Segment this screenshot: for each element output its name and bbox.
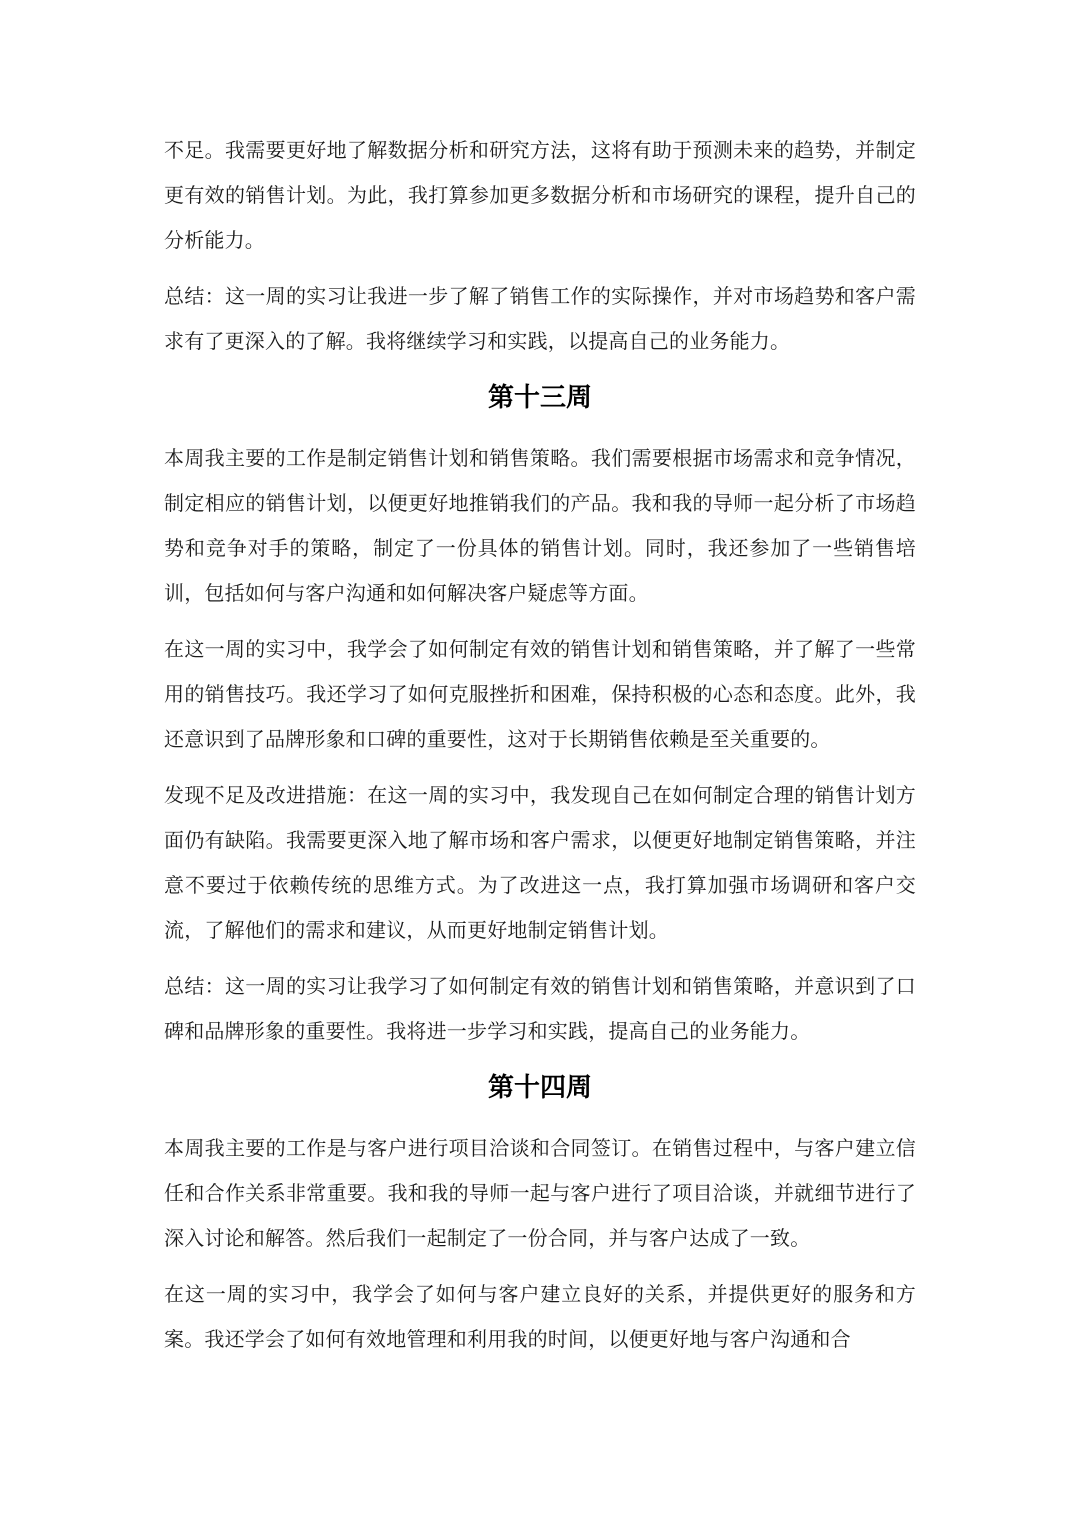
week13-paragraph-2: 在这一周的实习中，我学会了如何制定有效的销售计划和销售策略，并了解了一些常用的销售技巧。我还学习了如何克服挫折和困难，保持积极的心态和态度。此外，我还意识到了品牌形象和口碑的重要性，这对于长期销售依赖是至关重要的。 [164, 637, 916, 751]
week14-paragraph-2: 在这一周的实习中，我学会了如何与客户建立良好的关系，并提供更好的服务和方案。我还学会了如何有效地管理和利用我的时间，以便更好地与客户沟通和合 [164, 1282, 916, 1351]
intro-summary-paragraph: 总结：这一周的实习让我进一步了解了销售工作的实际操作，并对市场趋势和客户需求有了更深入的了解。我将继续学习和实践，以提高自己的业务能力。 [164, 284, 916, 353]
week14-paragraph-1: 本周我主要的工作是与客户进行项目洽谈和合同签订。在销售过程中，与客户建立信任和合作关系非常重要。我和我的导师一起与客户进行了项目洽谈，并就细节进行了深入讨论和解答。然后我们一起制定了一份合同，并与客户达成了一致。 [164, 1136, 916, 1250]
week13-paragraph-3: 发现不足及改进措施：在这一周的实习中，我发现自己在如何制定合理的销售计划方面仍有缺陷。我需要更深入地了解市场和客户需求，以便更好地制定销售策略，并注意不要过于依赖传统的思维方式。为了改进这一点，我打算加强市场调研和客户交流，了解他们的需求和建议，从而更好地制定销售计划。 [164, 783, 916, 942]
week13-heading: 第十三周 [487, 383, 592, 413]
week13-paragraph-1: 本周我主要的工作是制定销售计划和销售策略。我们需要根据市场需求和竞争情况，制定相应的销售计划，以便更好地推销我们的产品。我和我的导师一起分析了市场趋势和竞争对手的策略，制定了一份具体的销售计划。同时，我还参加了一些销售培训，包括如何与客户沟通和如何解决客户疑虑等方面。 [164, 446, 916, 605]
week14-heading: 第十四周 [487, 1073, 592, 1103]
intro-paragraph-1: 不足。我需要更好地了解数据分析和研究方法，这将有助于预测未来的趋势，并制定更有效的销售计划。为此，我打算参加更多数据分析和市场研究的课程，提升自己的分析能力。 [164, 138, 916, 252]
week13-summary-paragraph: 总结：这一周的实习让我学习了如何制定有效的销售计划和销售策略，并意识到了口碑和品牌形象的重要性。我将进一步学习和实践，提高自己的业务能力。 [164, 974, 916, 1043]
document-page [164, 128, 916, 1373]
